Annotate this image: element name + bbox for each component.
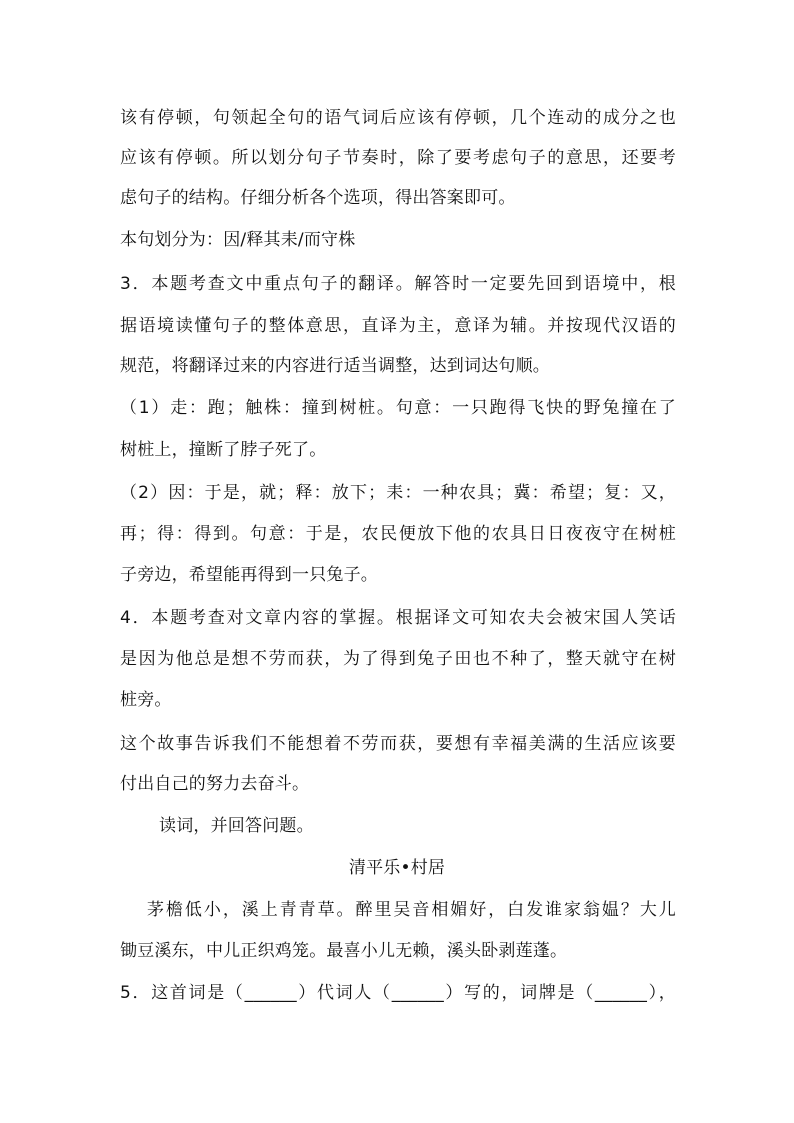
text-line-11: 再；得：得到。句意：于是，农民便放下他的农具日日夜夜守在树桩: [120, 524, 676, 544]
text-line-5: 3．本题考查文中重点句子的翻译。解答时一定要先回到语境中，根: [120, 274, 676, 294]
text-line-16: 这个故事告诉我们不能想着不劳而获，要想有幸福美满的生活应该要: [120, 734, 676, 754]
text-line-1: 该有停顿，句领起全句的语气词后应该有停顿，几个连动的成分之也: [120, 108, 676, 128]
text-line-14: 是因为他总是想不劳而获，为了得到兔子田也不种了，整天就守在树: [120, 649, 676, 669]
text-line-8: （1）走：跑；触株：撞到树桩。句意：一只跑得飞快的野兔撞在了: [120, 398, 676, 418]
question-line: 5．这首词是（______）代词人（______）写的，词牌是（______），: [120, 983, 676, 1003]
text-line-10: （2）因：于是，就；释：放下；耒：一种农具；冀：希望；复：又，: [120, 483, 676, 503]
poem-line-1: 茅檐低小，溪上青青草。醉里吴音相媚好，白发谁家翁媪？大儿: [147, 900, 676, 920]
text-line-4: 本句划分为：因/释其耒/而守株: [120, 230, 356, 250]
text-line-2: 应该有停顿。所以划分句子节奏时，除了要考虑句子的意思，还要考: [120, 148, 676, 168]
text-line-9: 树桩上，撞断了脖子死了。: [120, 440, 327, 460]
text-line-17: 付出自己的努力去奋斗。: [120, 774, 310, 794]
text-line-15: 桩旁。: [120, 690, 172, 710]
instruction-line: 读词，并回答问题。: [159, 816, 314, 836]
poem-title: 清平乐•村居: [348, 858, 446, 878]
poem-line-2: 锄豆溪东，中儿正织鸡笼。最喜小儿无赖，溪头卧剥莲蓬。: [120, 941, 568, 961]
text-line-12: 子旁边，希望能再得到一只兔子。: [120, 565, 378, 585]
text-line-7: 规范，将翻译过来的内容进行适当调整，达到词达句顺。: [120, 356, 550, 376]
text-line-6: 据语境读懂句子的整体意思，直译为主，意译为辅。并按现代汉语的: [120, 316, 676, 336]
text-line-13: 4．本题考查对文章内容的掌握。根据译文可知农夫会被宋国人笑话: [120, 608, 676, 628]
text-line-3: 虑句子的结构。仔细分析各个选项，得出答案即可。: [120, 188, 516, 208]
